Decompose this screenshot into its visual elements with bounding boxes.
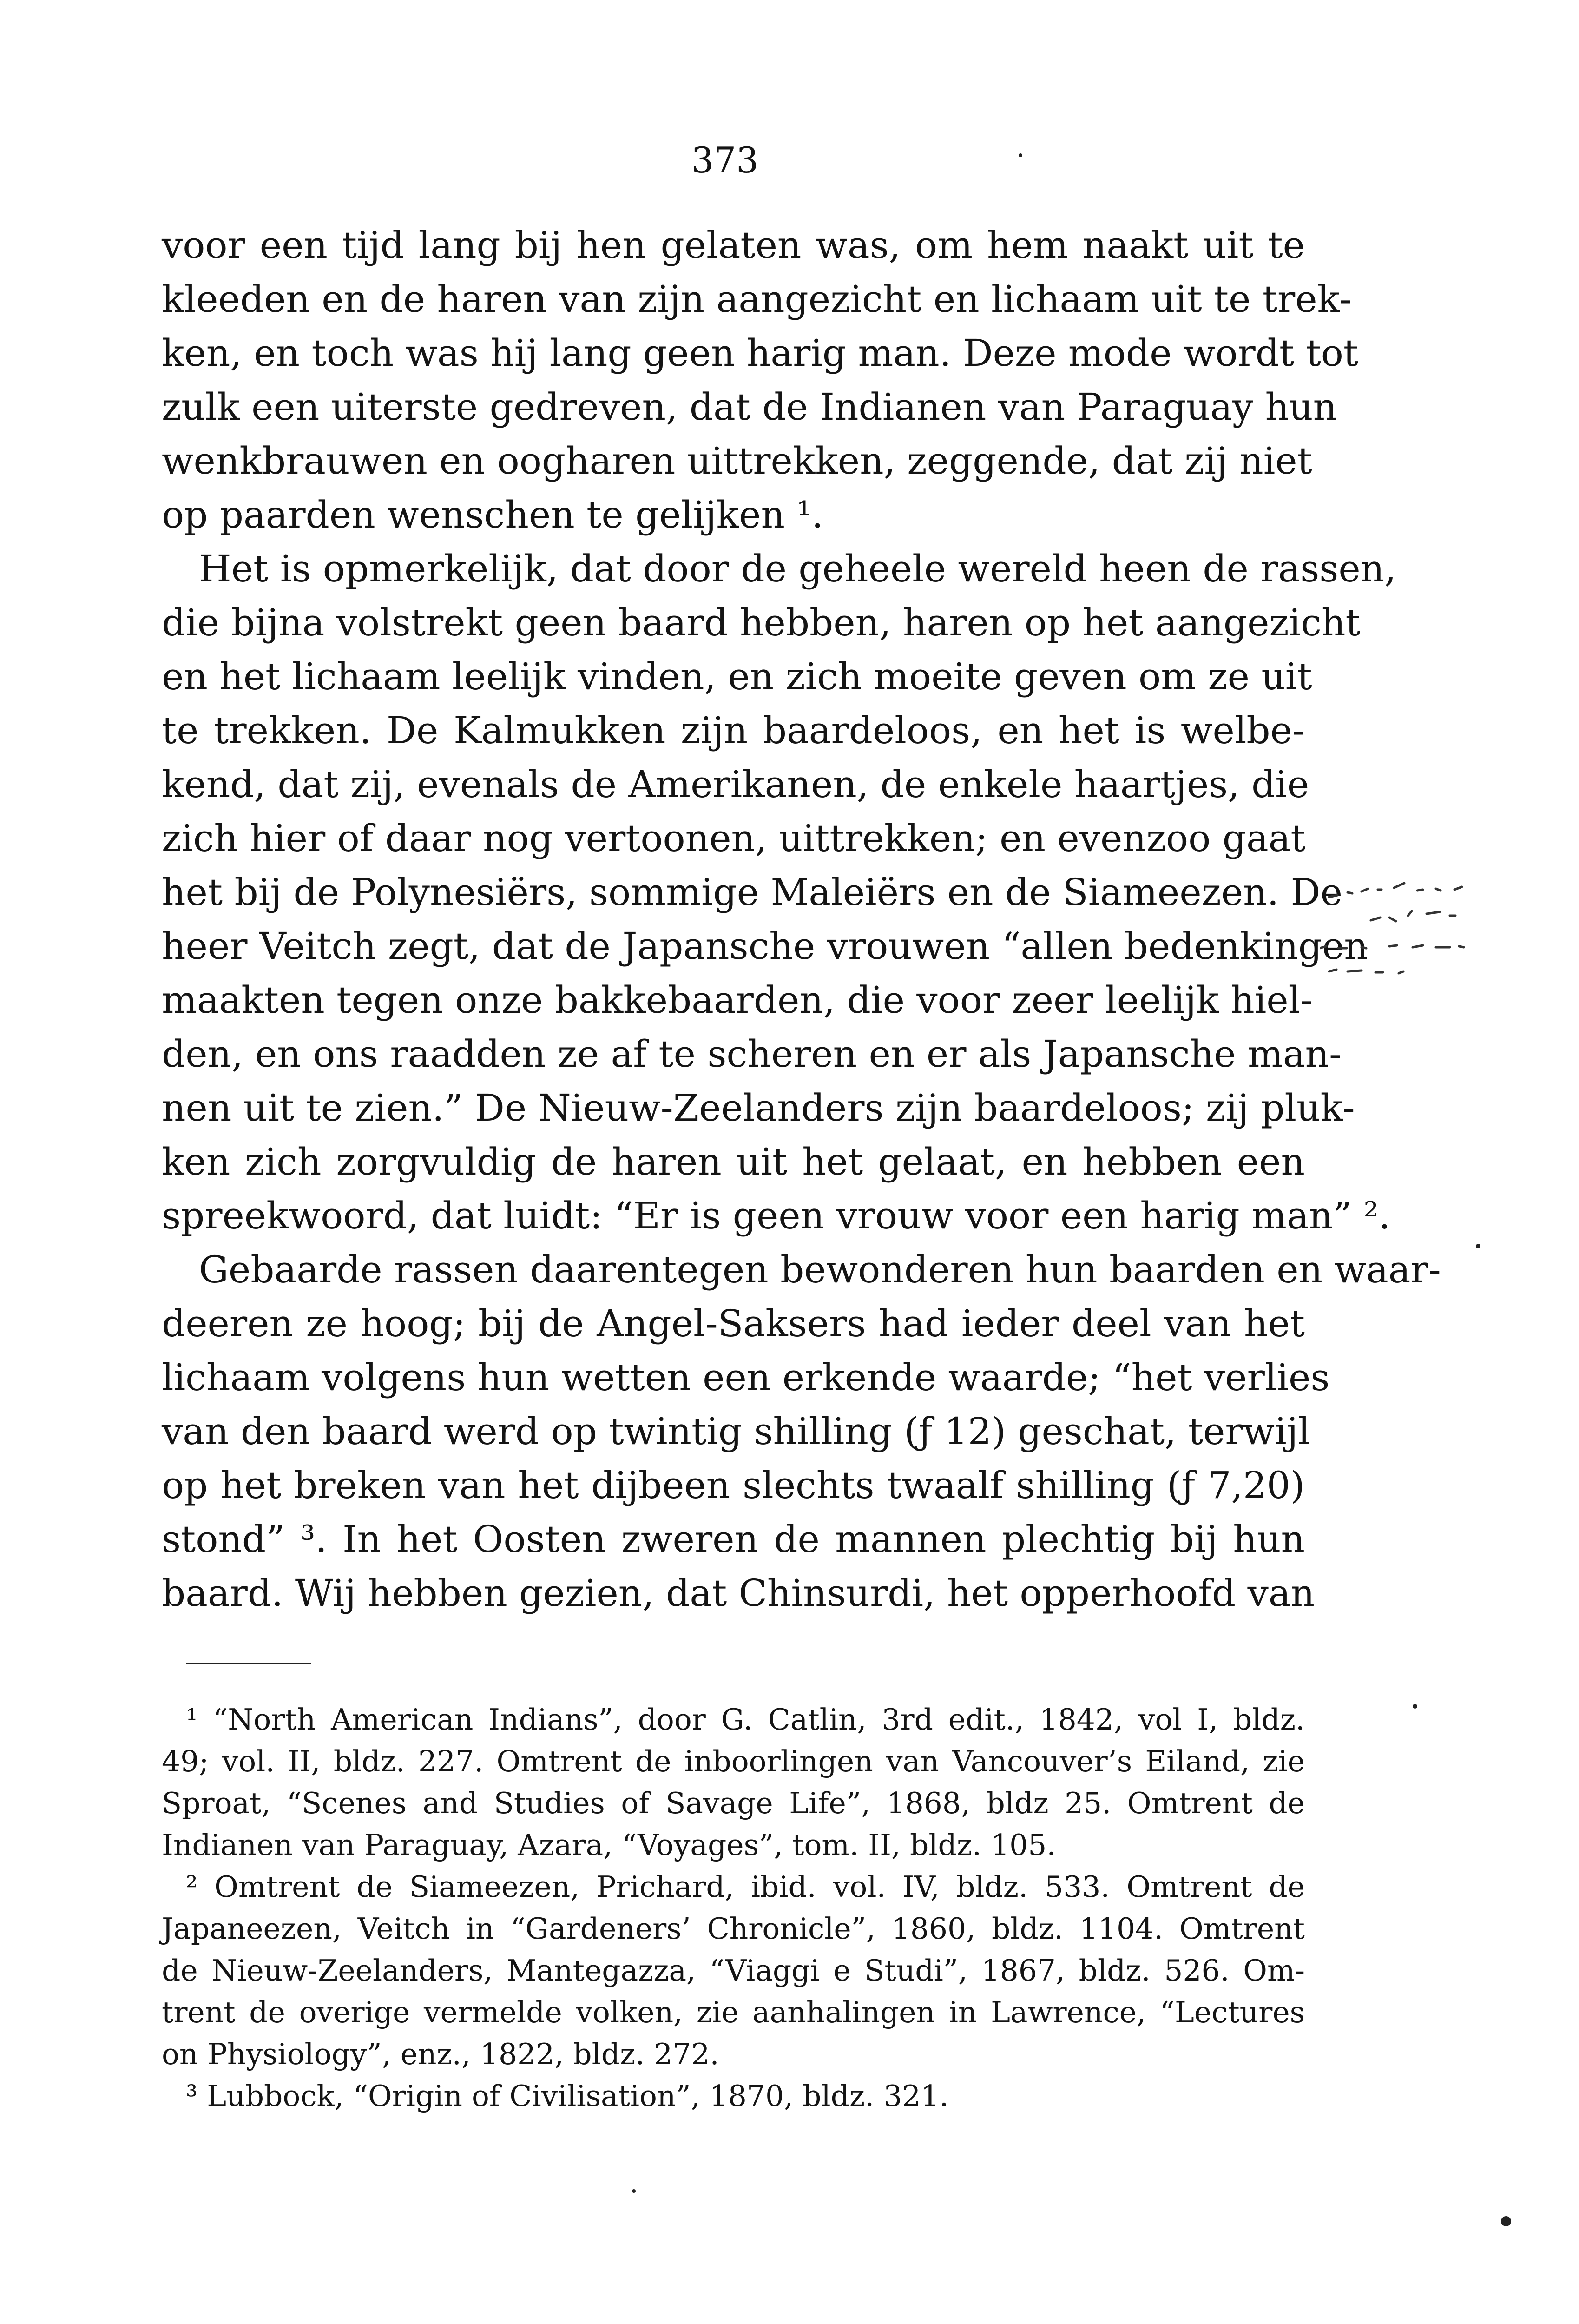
ink-speck-3 (1413, 1704, 1417, 1709)
page-number: 373 (691, 139, 759, 181)
body-line-24: op het breken van het dijbeen slechts twaalf shilling (ƒ 7,20) (162, 1464, 1305, 1507)
body-line-17: nen uit te zien.” De Nieuw-Zeelanders zijn baardeloos; zij pluk- (162, 1086, 1355, 1129)
body-line-8: die bijna volstrekt geen baard hebben, haren op het aangezicht (162, 601, 1361, 644)
footnote-line-6: Japaneezen, Veitch in “Gardeners’ Chronicle”, 1860, bldz. 1104. Omtrent (162, 1912, 1305, 1946)
footnote-line-8: trent de overige vermelde volken, zie aanhalingen in Lawrence, “Lectures (162, 1995, 1305, 2029)
body-line-20: Gebaarde rassen daarentegen bewonderen hun baarden en waar- (199, 1248, 1441, 1291)
body-line-26: baard. Wij hebben gezien, dat Chinsurdi, het opperhoofd van (162, 1571, 1315, 1615)
footnote-line-3: Sproat, “Scenes and Studies of Savage Life”, 1868, bldz 25. Omtrent de (162, 1786, 1305, 1820)
body-line-11: kend, dat zij, evenals de Amerikanen, de enkele haartjes, die (162, 763, 1309, 806)
footnote-line-9: on Physiology”, enz., 1822, bldz. 272. (162, 2037, 719, 2071)
ink-speck-4 (1501, 2216, 1511, 2226)
body-line-15: maakten tegen onze bakkebaarden, die voor zeer leelijk hiel- (162, 978, 1313, 1022)
body-line-1: voor een tijd lang bij hen gelaten was, om hem naakt uit te (162, 224, 1305, 267)
margin-scribble (1320, 869, 1561, 1027)
footnote-line-2: 49; vol. II, bldz. 227. Omtrent de inboorlingen van Vancouver’s Eiland, zie (162, 1744, 1305, 1778)
footnote-line-10: ³ Lubbock, “Origin of Civilisation”, 1870, bldz. 321. (186, 2079, 949, 2113)
body-line-9: en het lichaam leelijk vinden, en zich moeite geven om ze uit (162, 655, 1312, 698)
body-line-10: te trekken. De Kalmukken zijn baardeloos, en het is welbe- (162, 709, 1305, 752)
body-line-23: van den baard werd op twintig shilling (ƒ 12) geschat, terwijl (162, 1410, 1310, 1453)
body-line-12: zich hier of daar nog vertoonen, uittrekken; en evenzoo gaat (162, 817, 1306, 860)
body-line-25: stond” ³. In het Oosten zweren de mannen plechtig bij hun (162, 1518, 1305, 1561)
body-line-2: kleeden en de haren van zijn aangezicht en lichaam uit te trek- (162, 277, 1352, 321)
footnote-rule (186, 1663, 311, 1664)
body-line-3: ken, en toch was hij lang geen harig man. Deze mode wordt tot (162, 331, 1359, 375)
body-line-19: spreekwoord, dat luidt: “Er is geen vrouw voor een harig man” ². (162, 1194, 1391, 1237)
footnote-line-5: ² Omtrent de Siameezen, Prichard, ibid. vol. IV, bldz. 533. Omtrent de (186, 1870, 1305, 1904)
body-line-5: wenkbrauwen en oogharen uittrekken, zeggende, dat zij niet (162, 439, 1312, 482)
body-line-4: zulk een uiterste gedreven, dat de Indianen van Paraguay hun (162, 385, 1337, 429)
footnote-line-1: ¹ “North American Indians”, door G. Catlin, 3rd edit., 1842, vol I, bldz. (186, 1703, 1305, 1736)
footnote-line-7: de Nieuw-Zeelanders, Mantegazza, “Viaggi e Studi”, 1867, bldz. 526. Om- (162, 1954, 1305, 1987)
ink-speck-5 (632, 2189, 636, 2193)
body-line-13: het bij de Polynesiërs, sommige Maleiërs en de Siameezen. De (162, 871, 1342, 914)
body-line-16: den, en ons raadden ze af te scheren en er als Japansche man- (162, 1032, 1342, 1076)
footnote-line-4: Indianen van Paraguay, Azara, “Voyages”, tom. II, bldz. 105. (162, 1828, 1056, 1862)
ink-speck-2 (1476, 1244, 1480, 1248)
body-line-22: lichaam volgens hun wetten een erkende waarde; “het verlies (162, 1356, 1330, 1399)
body-line-6: op paarden wenschen te gelijken ¹. (162, 493, 823, 536)
body-line-18: ken zich zorgvuldig de haren uit het gelaat, en hebben een (162, 1140, 1305, 1183)
body-line-7: Het is opmerkelijk, dat door de geheele wereld heen de rassen, (199, 547, 1396, 590)
ink-speck-1 (1019, 153, 1022, 157)
body-line-21: deeren ze hoog; bij de Angel-Saksers had ieder deel van het (162, 1302, 1305, 1345)
body-line-14: heer Veitch zegt, dat de Japansche vrouwen “allen bedenkingen (162, 924, 1368, 968)
